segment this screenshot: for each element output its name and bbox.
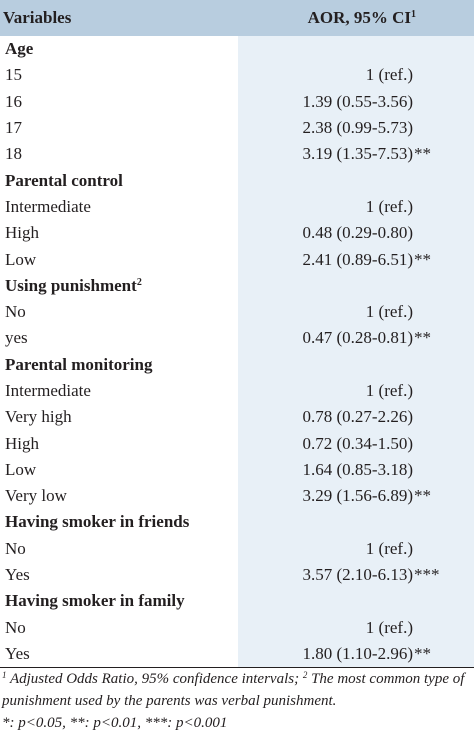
row-label-text: High [5,223,39,243]
row-label [0,381,238,401]
table-row [0,194,474,220]
aor-value: 1 (ref.) [365,538,413,558]
row-label [0,644,238,664]
row-label [0,302,238,322]
row-label-text: Having smoker in family [5,591,185,611]
aor-value: 1.64 (0.85-3.18) [302,459,413,479]
row-label [0,250,238,270]
row-label-text: Age [5,39,34,59]
table-group-row [0,352,474,378]
row-value-cell [238,483,474,509]
row-label-text: Using punishment [5,275,137,295]
row-label-text: Having smoker in friends [5,512,190,532]
row-value-cell [238,246,474,272]
table-row [0,562,474,588]
row-label-text: Parental monitoring [5,354,153,374]
table-row [0,89,474,115]
row-value-cell [238,325,474,351]
table-row [0,62,474,88]
table-group-row [0,509,474,535]
aor-value: 1 (ref.) [365,302,413,322]
aor-value: 1.80 (1.10-2.96) [302,643,413,663]
footnote-line-2: punishment used by the parents was verbal punishment. [2,693,337,709]
aor-value: 1 (ref.) [365,196,413,216]
row-label [0,92,238,112]
row-value-cell [238,352,474,378]
table-group-row [0,167,474,193]
row-value-cell [238,273,474,299]
footnote-line-1 [2,668,474,690]
row-label-text: Yes [5,565,30,585]
aor-value: 0.72 (0.34-1.50) [302,433,413,453]
row-label-text: Intermediate [5,381,91,400]
row-label [0,407,238,427]
significance-marker: ** [414,144,431,164]
footnote-sup-2: 2 [302,670,308,680]
group-label [0,276,238,296]
footnote-text-2: The most common type of [307,671,465,687]
aor-value: 2.41 (0.89-6.51) [302,249,413,269]
row-value-cell [238,36,474,62]
header-aor [238,8,474,28]
table-row [0,115,474,141]
row-label-text: 18 [5,144,22,164]
table-row [0,457,474,483]
row-label-text: Parental control [5,170,123,190]
row-label [0,618,238,638]
table-group-row [0,273,474,299]
table-row [0,141,474,167]
row-value-cell [238,641,474,667]
row-label [0,460,238,480]
footnote-significance: *: p<0.05, **: p<0.01, ***: p<0.001 [2,715,228,731]
significance-marker: ** [414,486,431,506]
aor-value: 1 (ref.) [365,381,413,400]
row-value-cell [238,89,474,115]
group-label [0,591,238,611]
aor-value: 3.57 (2.10-6.13) [302,565,413,585]
table-row [0,404,474,430]
table-row [0,430,474,456]
row-label [0,434,238,454]
row-label-text: Low [5,459,37,479]
row-label [0,486,238,506]
header-aor-label: AOR, 95% CI [307,8,411,27]
row-label-text: 17 [5,118,22,138]
row-label-text: 15 [5,65,22,85]
row-label [0,539,238,559]
row-value-cell [238,115,474,141]
row-label-text: No [5,302,26,322]
group-label [0,171,238,191]
significance-marker: *** [414,565,440,585]
row-label-text: Very low [5,486,67,506]
footnote-text-1: Adjusted Odds Ratio, 95% confidence intervals; [6,671,303,687]
row-value-cell [238,536,474,562]
group-label [0,512,238,532]
row-value-cell [238,378,474,404]
row-value-cell [238,194,474,220]
row-value-cell [238,167,474,193]
row-value-cell [238,588,474,614]
significance-marker: ** [414,249,431,269]
aor-value: 3.19 (1.35-7.53) [302,144,413,164]
row-label [0,223,238,243]
aor-value: 0.78 (0.27-2.26) [302,407,413,427]
row-value-cell [238,430,474,456]
row-label-sup: 2 [136,276,142,288]
significance-marker: ** [414,328,431,348]
table-row [0,615,474,641]
row-label [0,565,238,585]
row-value-cell [238,404,474,430]
row-value-cell [238,141,474,167]
table-row [0,536,474,562]
aor-value: 2.38 (0.99-5.73) [302,118,413,138]
table-row [0,246,474,272]
aor-value: 1.39 (0.55-3.56) [302,91,413,111]
row-label [0,65,238,85]
table-body [0,36,474,667]
table-row [0,641,474,667]
aor-value: 0.48 (0.29-0.80) [302,223,413,243]
row-value-cell [238,615,474,641]
table-footnotes [0,668,474,734]
aor-value: 3.29 (1.56-6.89) [302,486,413,506]
row-value-cell [238,220,474,246]
row-label-text: No [5,617,26,637]
table-group-row [0,36,474,62]
row-label-text: High [5,433,39,453]
table-header [0,0,474,36]
row-label [0,328,238,348]
group-label [0,355,238,375]
row-label [0,144,238,164]
row-label [0,197,238,217]
row-label-text: No [5,538,26,558]
row-value-cell [238,509,474,535]
table-group-row [0,588,474,614]
row-label-text: Very high [5,407,72,427]
header-variables: Variables [3,8,72,27]
table-row [0,220,474,246]
significance-marker: ** [414,643,431,663]
aor-value: 1 (ref.) [365,617,413,637]
row-value-cell [238,457,474,483]
row-label-text: yes [5,328,28,348]
table-row [0,325,474,351]
table-row [0,483,474,509]
row-label-text: Low [5,249,37,269]
row-value-cell [238,62,474,88]
row-label-text: Intermediate [5,196,91,216]
aor-value: 0.47 (0.28-0.81) [302,328,413,348]
aor-value: 1 (ref.) [365,65,413,85]
table-row [0,299,474,325]
row-value-cell [238,562,474,588]
footnote-sup-1: 1 [2,670,7,680]
row-label-text: Yes [5,643,30,663]
table-row [0,378,474,404]
row-label [0,118,238,138]
row-value-cell [238,299,474,325]
group-label [0,39,238,59]
header-aor-sup: 1 [411,9,416,20]
row-label-text: 16 [5,91,22,111]
